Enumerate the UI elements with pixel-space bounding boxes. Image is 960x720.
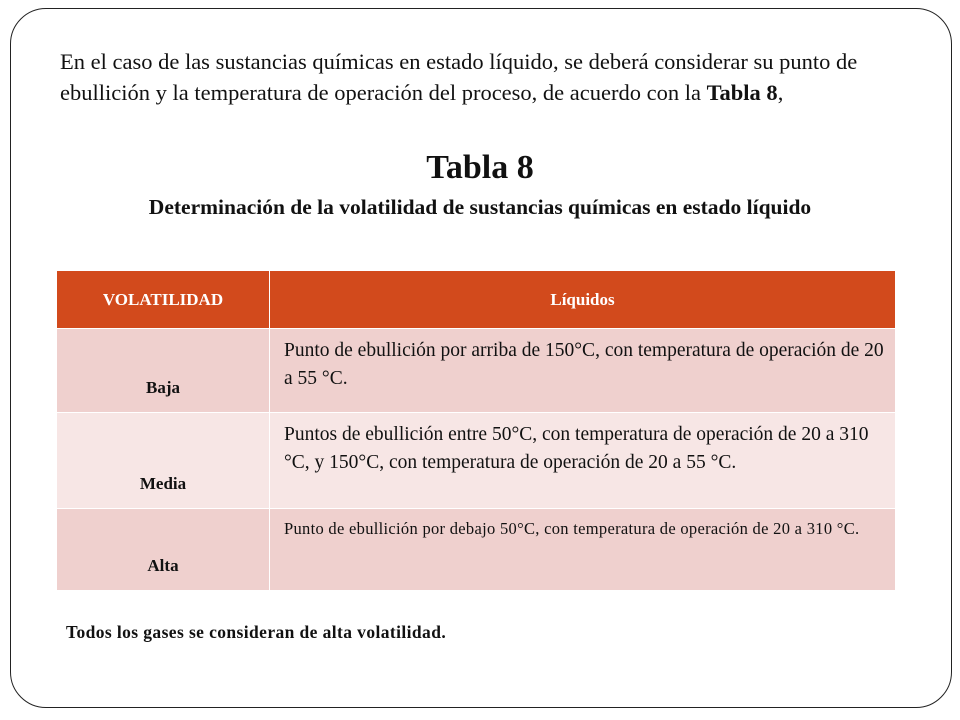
volatility-table (56, 270, 896, 591)
intro-table-reference: Tabla 8 (706, 80, 778, 105)
intro-text: En el caso de las sustancias químicas en estado líquido, se deberá considerar su punto de ebullición y la temperatura de operación del proceso, de acuerdo con la (60, 49, 858, 105)
intro-suffix: , (777, 80, 784, 105)
level-cell: Media (57, 413, 270, 509)
table-row (57, 413, 896, 509)
header-liquidos: Líquidos (270, 271, 896, 329)
table-subtitle: Determinación de la volatilidad de sustancias químicas en estado líquido (148, 195, 812, 219)
level-cell: Alta (57, 509, 270, 591)
description-cell: Puntos de ebullición entre 50°C, con temperatura de operación de 20 a 310 °C, y 150°C, con temperatura de operación de 20 a 55 °C. (270, 413, 896, 509)
table-row (57, 509, 896, 591)
intro-paragraph (60, 46, 920, 108)
level-cell: Baja (57, 329, 270, 413)
description-cell: Punto de ebullición por arriba de 150°C, con temperatura de operación de 20 a 55 °C. (270, 329, 896, 413)
table-header-row (57, 271, 896, 329)
header-volatilidad: VOLATILIDAD (57, 271, 270, 329)
table-title: Tabla 8 (426, 149, 534, 186)
footnote: Todos los gases se consideran de alta volatilidad. (66, 622, 447, 642)
table-row (57, 329, 896, 413)
description-cell: Punto de ebullición por debajo 50°C, con temperatura de operación de 20 a 310 °C. (270, 509, 896, 591)
